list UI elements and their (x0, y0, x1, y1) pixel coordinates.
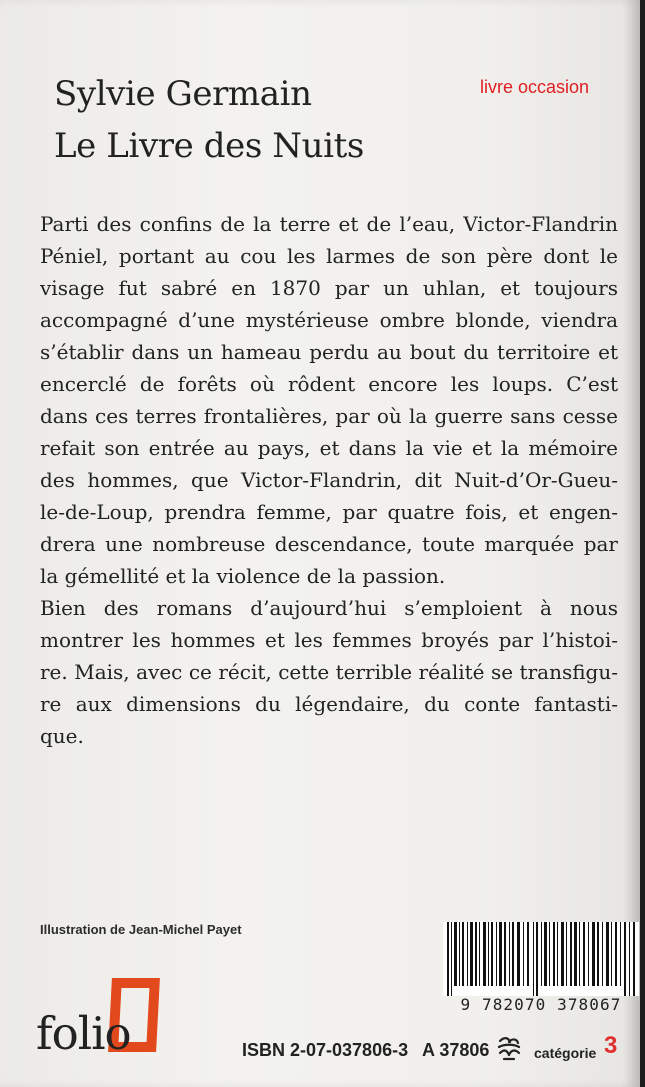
summary-line: encerclé de forêts où rôdent encore les loups. C’est (40, 372, 618, 396)
isbn-barcode (443, 922, 639, 1026)
summary-line: des hommes, que Victor-Flandrin, dit Nuit-d’Or-Gueu- (40, 468, 618, 492)
summary-line: que. (40, 724, 84, 748)
summary-line: drera une nombreuse descendance, toute marquée par (40, 532, 618, 556)
illustration-credit: Illustration de Jean-Michel Payet (40, 922, 242, 937)
summary-line: le-de-Loup, prendra femme, par quatre fois, et engen- (40, 500, 618, 524)
folio-logo-text: folio (36, 1007, 131, 1060)
summary-line: refait son entrée au pays, et dans la vie et la mémoire (40, 436, 618, 460)
barcode-bars (443, 922, 639, 996)
isbn-text: ISBN 2-07-037806-3 (242, 1040, 409, 1060)
summary-line: Péniel, portant au cou les larmes de son père dont le (40, 244, 618, 268)
folio-logo (36, 972, 168, 1064)
summary-line: visage fut sabré en 1870 par un uhlan, et toujours (40, 276, 618, 300)
summary-line: s’établir dans un hameau perdu au bout du territoire et (40, 340, 618, 364)
summary-line: re aux dimensions du légendaire, du conte fantasti- (40, 692, 618, 716)
category-label: catégorie (534, 1045, 597, 1061)
summary-line: la gémellité et la violence de la passion. (40, 564, 446, 588)
used-book-sticker-text: livre occasion (480, 77, 590, 97)
author-name: Sylvie Germain (54, 74, 312, 114)
summary-line: montrer les hommes et les femmes broyés par l’histoi- (40, 628, 618, 652)
book-title: Le Livre des Nuits (54, 126, 364, 166)
summary-line: Parti des confins de la terre et de l’eau, Victor-Flandrin (40, 212, 618, 236)
publisher-ornament-icon (494, 1035, 524, 1063)
summary-line: dans ces terres frontalières, par où la guerre sans cesse (40, 404, 618, 428)
product-code: A 37806 (422, 1040, 490, 1060)
summary-line: accompagné d’une mystérieuse ombre blonde, viendra (40, 308, 618, 332)
summary-line: re. Mais, avec ce récit, cette terrible réalité se transfigu- (40, 660, 618, 684)
barcode-digits: 9 782070 378067 (460, 995, 622, 1014)
category-number: 3 (604, 1032, 618, 1059)
summary-line: Bien des romans d’aujourd’hui s’emploient à nous (40, 596, 618, 620)
book-summary (40, 208, 618, 752)
